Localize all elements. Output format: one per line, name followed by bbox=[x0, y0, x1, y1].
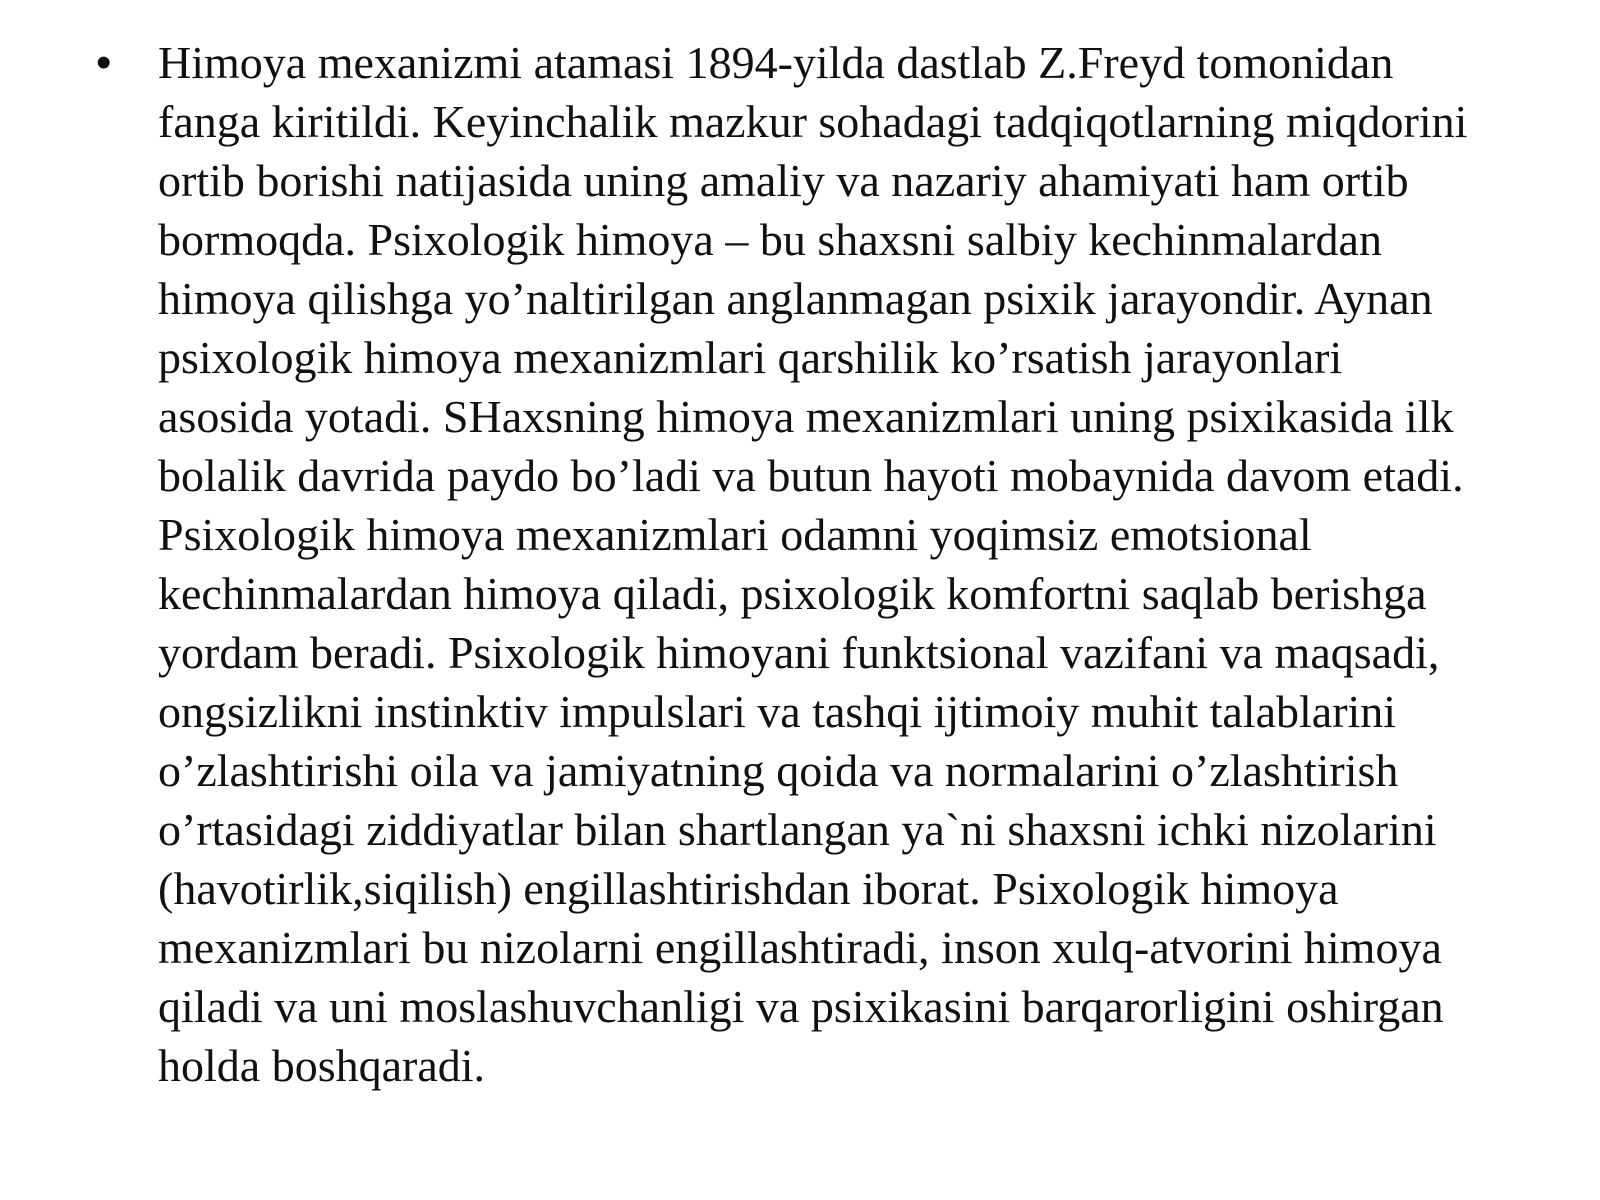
bullet-item bbox=[0, 33, 1600, 1095]
slide-paragraph: Himoya mexanizmi atamasi 1894-yilda dastlab Z.Freyd tomonidan fanga kiritildi. Keyinchalik mazkur sohadagi tadqiqotlarning miqdorini ortib borishi natijasida uning amaliy va nazariy ahamiyati ham ortib bormoqda. Psixologik himoya – bu shaxsni salbiy kechinmalardan himoya qilishga yo’naltirilgan anglanmagan psixik jarayondir. Aynan psixologik himoya mexanizmlari qarshilik ko’rsatish jarayonlari asosida yotadi. SHaxsning himoya mexanizmlari uning psixikasida ilk bolalik davrida paydo bo’ladi va butun hayoti mobaynida davom etadi. Psixologik himoya mexanizmlari odamni yoqimsiz emotsional kechinmalardan himoya qiladi, psixologik komfortni saqlab berishga yordam beradi. Psixologik himoyani funktsional vazifani va maqsadi, ongsizlikni instinktiv impulslari va tashqi ijtimoiy muhit talablarini o’zlashtirishi oila va jamiyatning qoida va normalarini o’zlashtirish o’rtasidagi ziddiyatlar bilan shartlangan ya`ni shaxsni ichki nizolarini (havotirlik,siqilish) engillashtirishdan iborat. Psixologik himoya mexanizmlari bu nizolarni engillashtiradi, inson xulq-atvorini himoya qiladi va uni moslashuvchanligi va psixikasini barqarorligini oshirgan holda boshqaradi. bbox=[158, 37, 1468, 1091]
bullet-marker: • bbox=[96, 38, 112, 87]
bullet-list bbox=[0, 33, 1600, 1095]
